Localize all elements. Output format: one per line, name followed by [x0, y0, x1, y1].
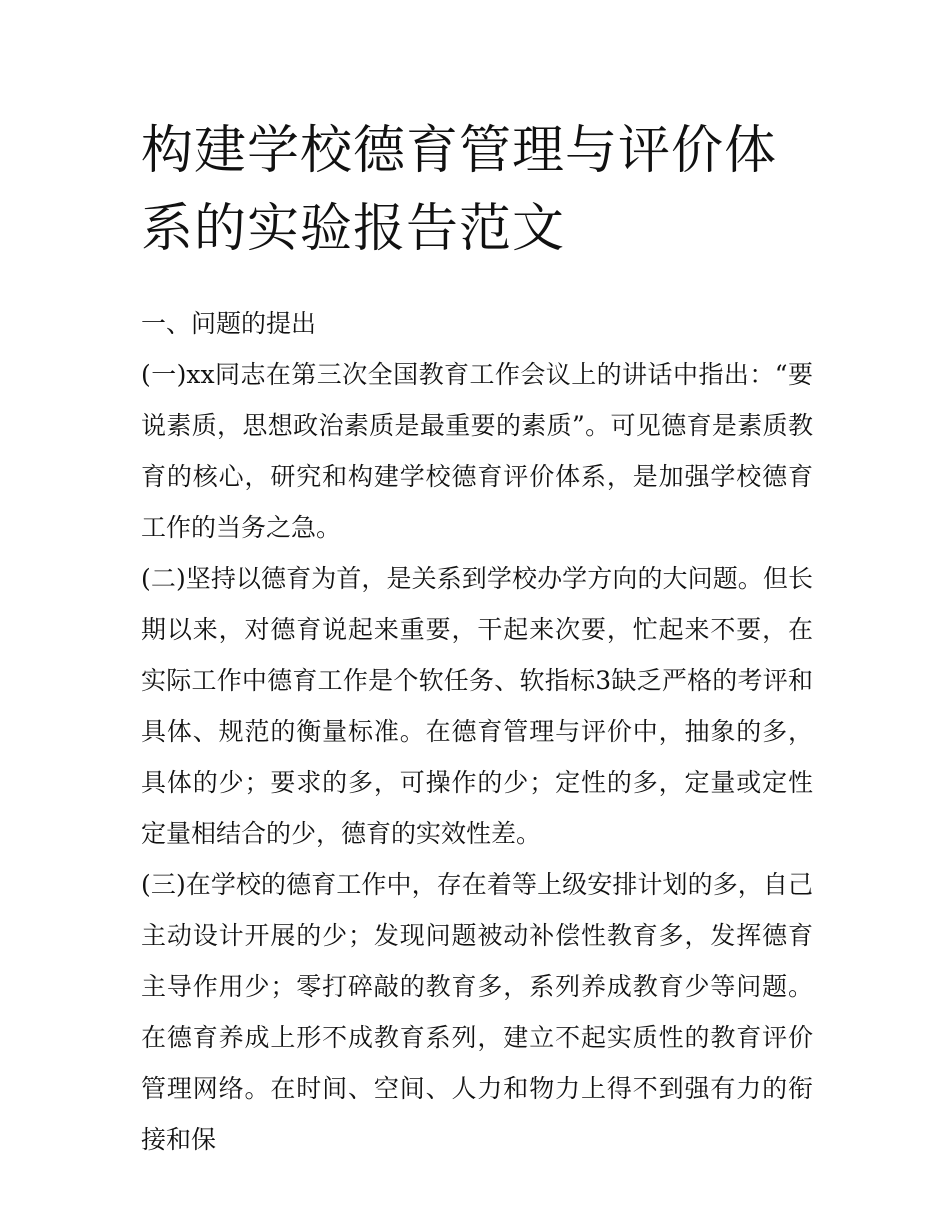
document-page — [141, 112, 813, 1165]
paragraph-1: (一)xx同志在第三次全国教育工作会议上的讲话中指出：“要说素质，思想政治素质是最重要的素质”。可见德育是素质教育的核心，研究和构建学校德育评价体系，是加强学校德育工作的当务之急。 — [141, 360, 813, 542]
paragraph-2: (二)坚持以德育为首，是关系到学校办学方向的大问题。但长期以来，对德育说起来重要，干起来次要，忙起来不要，在实际工作中德育工作是个软任务、软指标3缺乏严格的考评和具体、规范的衡量标准。在德育管理与评价中，抽象的多，具体的少；要求的多，可操作的少；定性的多，定量或定性定量相结合的少，德育的实效性差。 — [141, 564, 813, 848]
paragraph-3: (三)在学校的德育工作中，存在着等上级安排计划的多，自己主动设计开展的少；发现问题被动补偿性教育多，发挥德育主导作用少；零打碎敲的教育多，系列养成教育少等问题。在德育养成上形不成教育系列，建立不起实质性的教育评价管理网络。在时间、空间、人力和物力上得不到强有力的衔接和保 — [141, 870, 813, 1154]
section-heading: 一、问题的提出 — [141, 309, 317, 338]
document-title: 构建学校德育管理与评价体系的实验报告范文 — [141, 121, 778, 259]
